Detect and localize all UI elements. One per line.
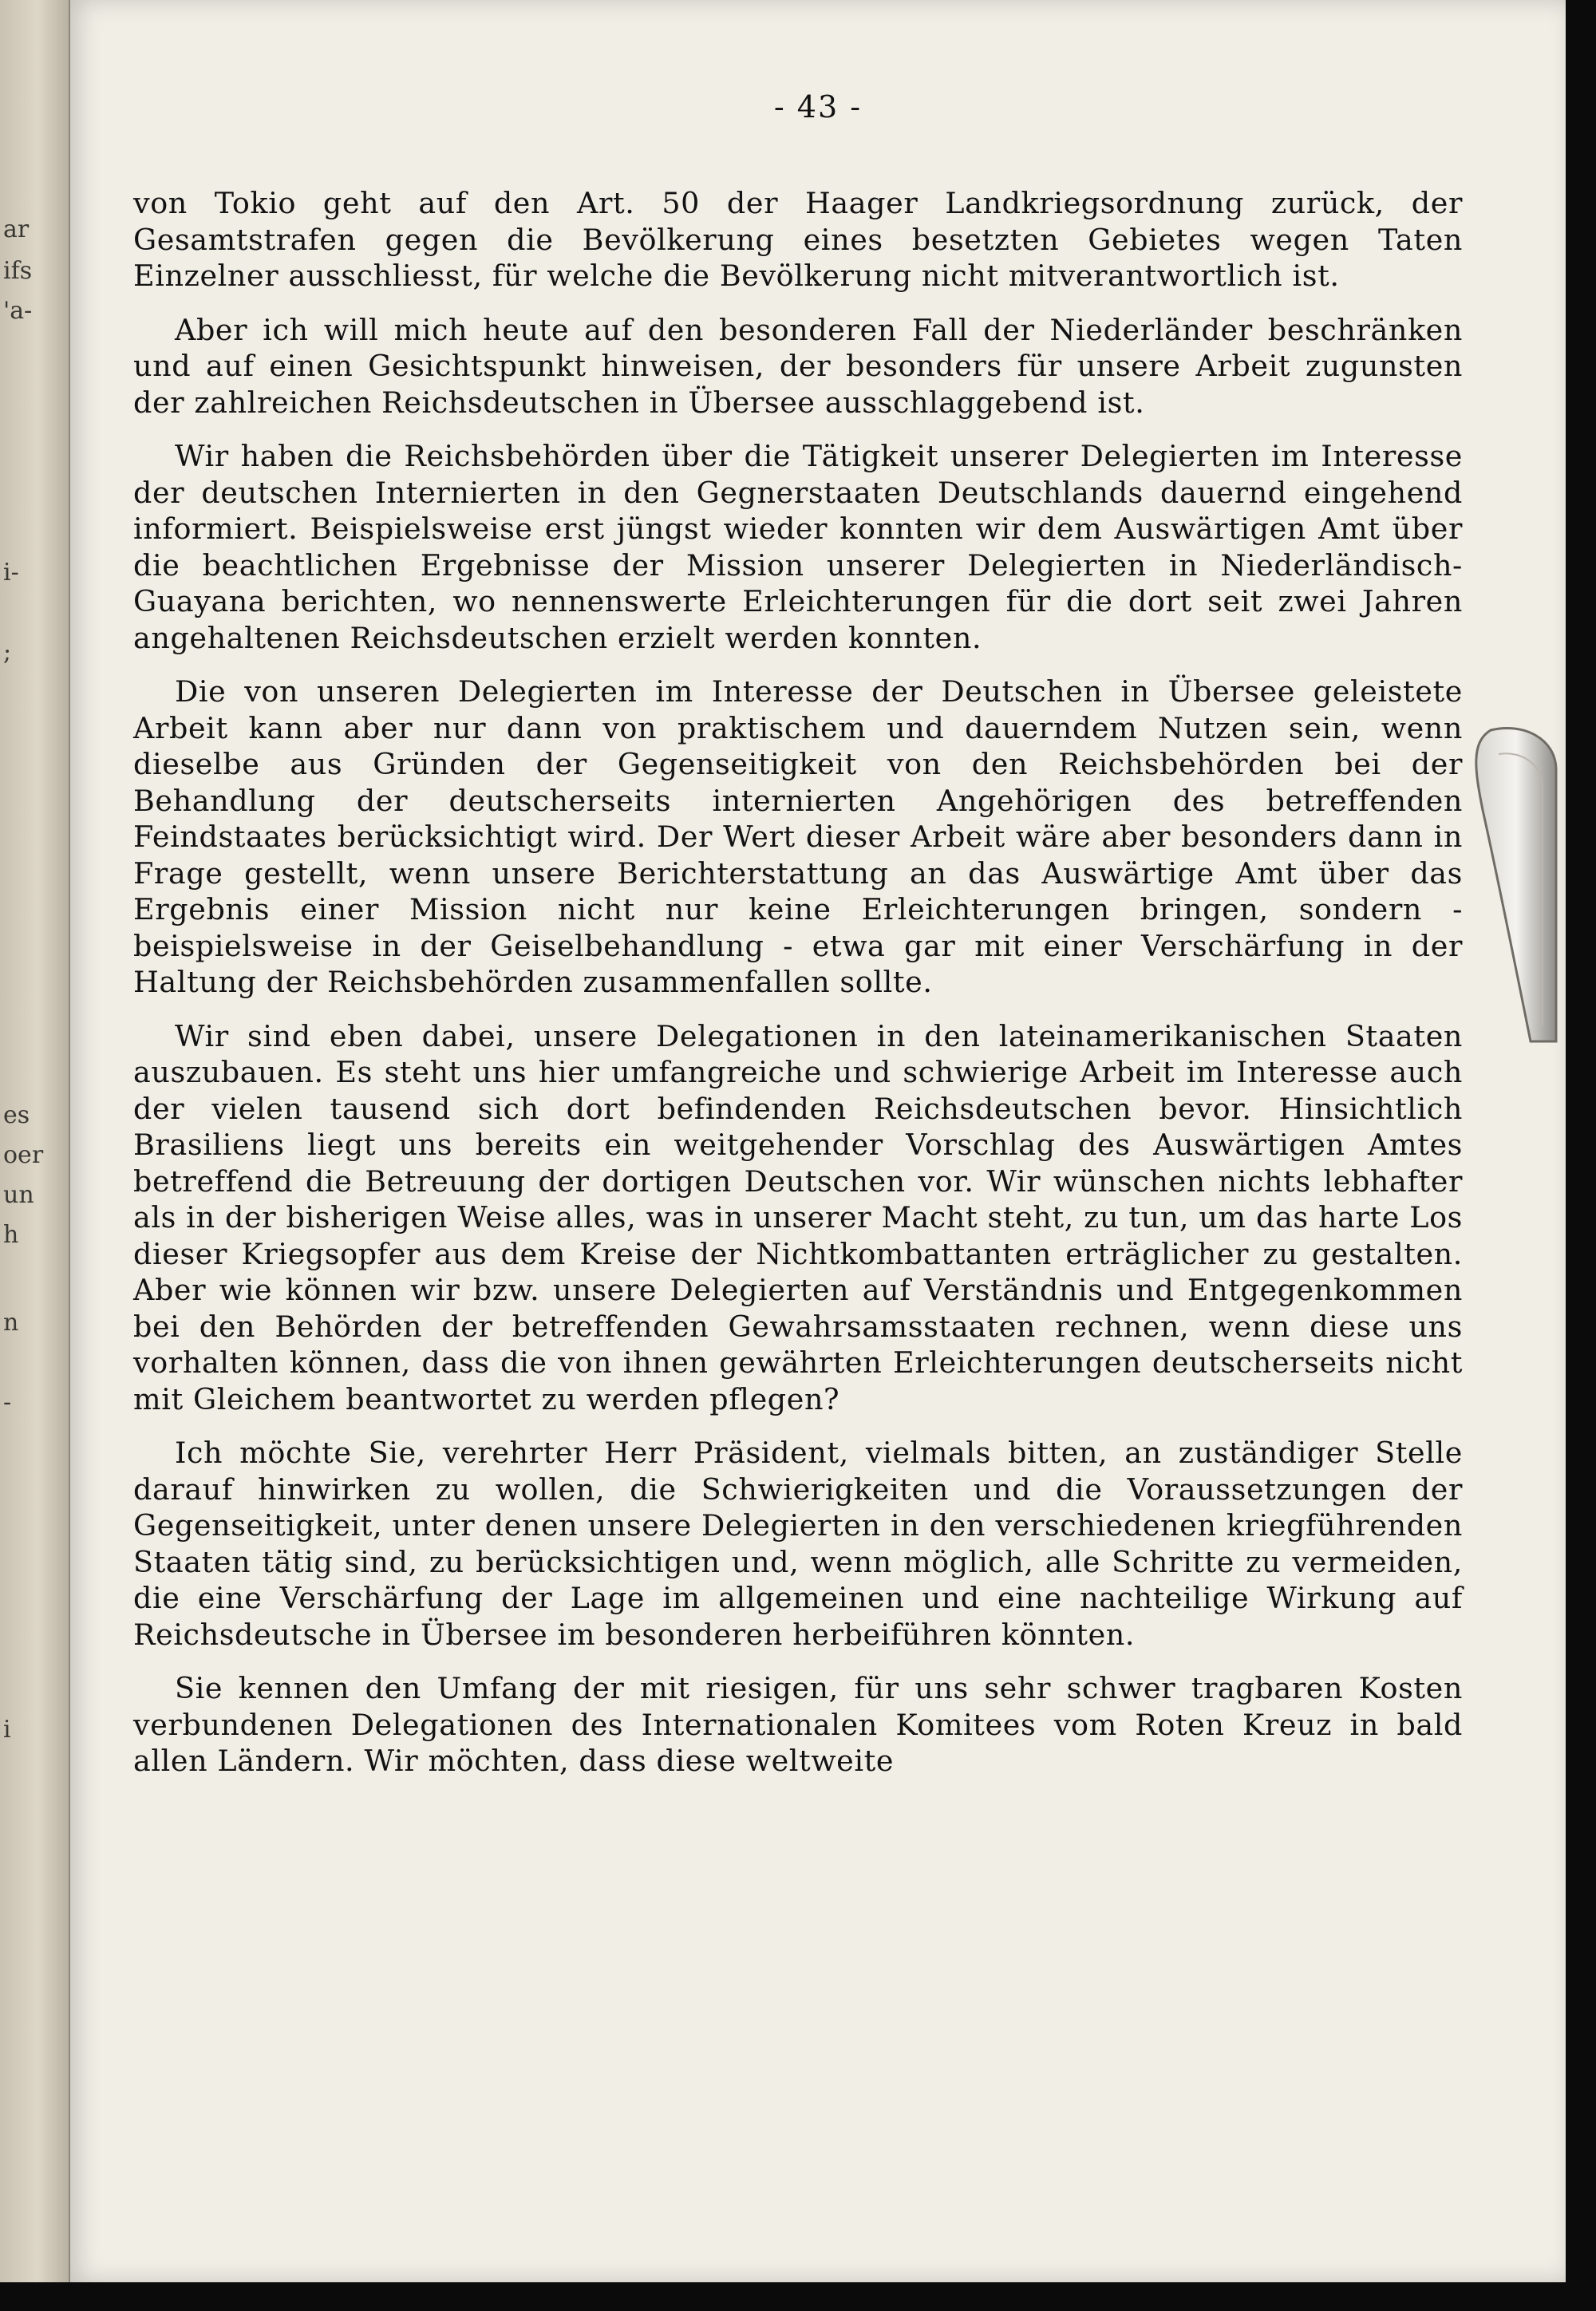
margin-fragment: ar xyxy=(3,215,30,243)
margin-fragment: h xyxy=(3,1221,19,1249)
paragraph: Ich möchte Sie, verehrter Herr Präsident, vielmals bitten, an zuständiger Stelle darauf hinwirken zu wollen, die Schwierigkeiten und die Voraussetzungen der Gegenseitigkeit, unter denen unsere Delegierten in den verschiedenen kriegführenden Staaten tätig sind, zu berücksichtigen und, wenn möglich, alle Schritte zu vermeiden, die eine Verschärfung der Lage im allgemeinen und eine nachteilige Wirkung auf Reichsdeutsche in Übersee im besonderen herbeiführen könnten. xyxy=(133,1436,1463,1652)
scan-border-bottom xyxy=(0,2282,1596,2311)
paragraph: Sie kennen den Umfang der mit riesigen, für uns sehr schwer tragbaren Kosten verbundenen Delegationen des Internationalen Komitees vom Roten Kreuz in bald allen Ländern. Wir möchten, dass diese weltweite xyxy=(133,1671,1463,1778)
margin-fragment: n xyxy=(3,1309,19,1337)
paragraph: Wir haben die Reichsbehörden über die Tätigkeit unserer Delegierten im Interesse der deutschen Internierten in den Gegnerstaaten Deutschlands dauernd eingehend informiert. Beispielsweise erst jüngst wieder konnten wir dem Auswärtigen Amt über die beachtlichen Ergebnisse der Mission unserer Delegierten in Niederländisch-Guayana berichten, wo nennenswerte Erleichterungen für die dort seit zwei Jahren angehaltenen Reichsdeutschen erzielt werden konnten. xyxy=(133,439,1463,655)
margin-fragment: - xyxy=(3,1389,12,1416)
margin-fragment: oer xyxy=(3,1141,44,1169)
page-number: - 43 - xyxy=(773,89,863,124)
paragraph: Wir sind eben dabei, unsere Delegationen in den lateinamerikanischen Staaten auszubauen. Es steht uns hier umfangreiche und schwierige Arbeit im Interesse auch der vielen tausend sich dort befindenden Reichsdeutschen bevor. Hinsichtlich Brasiliens liegt uns bereits ein weitgehender Vorschlag des Auswärtigen Amtes betreffend die Betreuung der dortigen Deutschen vor. Wir wünschen nichts lebhafter als in der bisherigen Weise alles, was in unserer Macht steht, zu tun, um das harte Los dieser Kriegsopfer aus dem Kreise der Nichtkombattanten erträglicher zu gestalten. Aber wie können wir bzw. unsere Delegierten auf Verständnis und Entgegenkommen bei den Behörden der betreffenden Gewahrsamsstaaten rechnen, wenn diese uns vorhalten können, dass die von ihnen gewährten Erleichterungen deutscherseits nicht mit Gleichem beantwortet zu werden pflegen? xyxy=(133,1018,1463,1416)
margin-fragment: 'a- xyxy=(3,297,33,325)
margin-fragment: es xyxy=(3,1101,30,1129)
paragraph: Aber ich will mich heute auf den besonderen Fall der Niederländer beschränken und auf einen Gesichtspunkt hinweisen, der besonders für unsere Arbeit zugunsten der zahlreichen Reichsdeutschen in Übersee ausschlaggebend ist. xyxy=(133,312,1463,420)
scan-border-right xyxy=(1566,0,1596,2311)
margin-fragment: i xyxy=(3,1716,11,1744)
document-page xyxy=(70,0,1566,2282)
margin-fragment: i- xyxy=(3,559,19,587)
body-text xyxy=(133,185,1463,1797)
paragraph: Die von unseren Delegierten im Interesse der Deutschen in Übersee geleistete Arbeit kann aber nur dann von praktischem und dauerndem Nutzen sein, wenn dieselbe aus Gründen der Gegenseitigkeit von den Reichsbehörden bei der Behandlung der deutscherseits internierten Angehörigen des betreffenden Feindstaates berücksichtigt wird. Der Wert dieser Arbeit wäre aber besonders dann in Frage gestellt, wenn unsere Berichterstattung an das Auswärtige Amt über das Ergebnis einer Mission nicht nur keine Erleichterungen bringen, sondern - beispielsweise in der Geiselbehandlung - etwa gar mit einer Verschärfung in der Haltung der Reichsbehörden zusammenfallen sollte. xyxy=(133,674,1463,999)
margin-fragment: un xyxy=(3,1181,34,1209)
margin-fragment: ; xyxy=(3,638,12,666)
facing-page-edge xyxy=(0,0,71,2311)
margin-fragment: ifs xyxy=(3,257,33,285)
paragraph: von Tokio geht auf den Art. 50 der Haager Landkriegsordnung zurück, der Gesamtstrafen gegen die Bevölkerung eines besetzten Gebietes wegen Taten Einzelner ausschliesst, für welche die Bevölkerung nicht mitverantwortlich ist. xyxy=(133,186,1463,293)
